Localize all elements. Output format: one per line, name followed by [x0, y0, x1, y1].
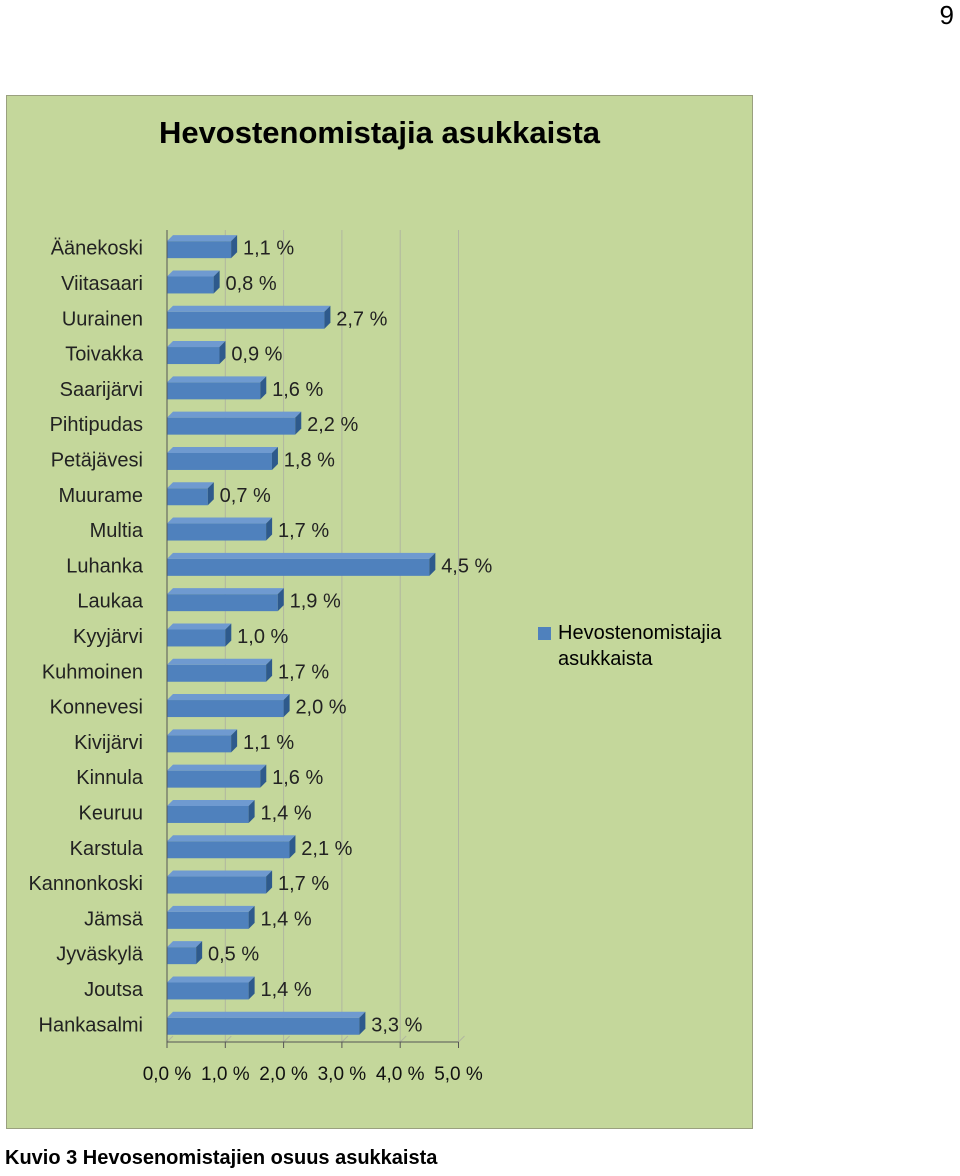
data-label: 0,5 % — [207, 943, 260, 966]
data-label: 2,0 % — [295, 696, 347, 719]
bar-front — [167, 982, 249, 999]
category-label: Viitasaari — [61, 272, 143, 295]
gridline-depth — [342, 1036, 348, 1042]
bar-top — [167, 729, 237, 735]
category-label: Petäjävesi — [50, 449, 143, 472]
category-label: Jämsä — [84, 908, 143, 931]
bar-top — [167, 1012, 365, 1018]
data-label: 1,7 % — [277, 661, 330, 684]
legend-swatch — [538, 627, 551, 640]
bar — [167, 588, 284, 611]
data-label: 1,4 % — [260, 802, 312, 825]
bar-top — [167, 588, 284, 594]
category-label: Äänekoski — [50, 237, 143, 260]
bar-front — [167, 1018, 359, 1035]
bar — [167, 376, 266, 399]
bar-front — [167, 771, 260, 788]
bar — [167, 306, 330, 329]
bar — [167, 235, 237, 258]
bar — [167, 341, 225, 364]
bar — [167, 765, 266, 788]
bar — [167, 447, 278, 470]
bar-front — [167, 488, 208, 505]
category-label: Jyväskylä — [56, 943, 143, 966]
x-tick-label: 3,0 % — [317, 1064, 367, 1085]
bar-top — [167, 835, 295, 841]
bar-top — [167, 447, 278, 453]
bar — [167, 270, 220, 293]
bar-front — [167, 241, 231, 258]
bar-front — [167, 453, 272, 470]
bar-top — [167, 341, 225, 347]
bar-front — [167, 629, 225, 646]
category-label: Kyyjärvi — [72, 625, 143, 648]
bar-front — [167, 735, 231, 752]
bar-top — [167, 941, 202, 947]
category-label: Toivakka — [65, 343, 143, 366]
gridline-depth — [284, 1036, 290, 1042]
bar — [167, 553, 435, 576]
data-label: 0,7 % — [219, 484, 271, 507]
x-tick-label: 4,0 % — [375, 1064, 425, 1085]
bar — [167, 976, 255, 999]
gridline-depth — [459, 1036, 465, 1042]
data-label: 1,6 % — [272, 767, 324, 790]
bar-front — [167, 382, 260, 399]
bar-front — [167, 912, 249, 929]
bar-front — [167, 347, 219, 364]
bar-front — [167, 559, 429, 576]
data-label: 4,5 % — [441, 555, 493, 578]
page-number: 9 — [939, 0, 954, 30]
bar-top — [167, 306, 330, 312]
data-label: 1,4 % — [260, 978, 312, 1001]
gridline-depth — [225, 1036, 231, 1042]
data-label: 0,9 % — [231, 343, 283, 366]
bar-top — [167, 376, 266, 382]
bar-front — [167, 665, 266, 682]
category-label: Konnevesi — [49, 696, 143, 719]
data-label: 1,0 % — [237, 625, 289, 648]
bar-front — [167, 700, 284, 717]
data-label: 2,1 % — [301, 837, 353, 860]
category-label: Karstula — [69, 837, 143, 860]
data-label: 2,2 % — [307, 414, 359, 437]
category-label: Hankasalmi — [38, 1014, 143, 1037]
data-label: 1,1 % — [242, 731, 295, 754]
bar-top — [167, 482, 214, 488]
figure-caption: Kuvio 3 Hevosenomistajien osuus asukkaista — [5, 1147, 438, 1169]
bar-front — [167, 312, 324, 329]
bar — [167, 941, 202, 964]
x-tick-label: 5,0 % — [434, 1064, 483, 1085]
bar — [167, 518, 272, 541]
bar — [167, 871, 272, 894]
x-tick-label: 0,0 % — [142, 1064, 192, 1085]
bar-front — [167, 806, 249, 823]
category-label: Pihtipudas — [49, 414, 143, 437]
bar — [167, 729, 237, 752]
bar — [167, 906, 255, 929]
category-label: Kannonkoski — [28, 873, 143, 896]
bar-top — [167, 270, 220, 276]
data-label: 1,7 % — [277, 520, 330, 543]
bar — [167, 694, 290, 717]
gridline-depth — [400, 1036, 406, 1042]
data-label: 1,9 % — [289, 590, 341, 613]
category-label: Luhanka — [66, 555, 143, 578]
chart-title: Hevostenomistajia asukkaista — [158, 115, 601, 150]
category-label: Laukaa — [77, 590, 143, 613]
bar-front — [167, 877, 266, 894]
bar-front — [167, 524, 266, 541]
category-label: Kivijärvi — [74, 731, 143, 754]
bar-top — [167, 659, 272, 665]
bar-top — [167, 553, 435, 559]
bar-top — [167, 694, 290, 700]
category-label: Kuhmoinen — [41, 661, 143, 684]
bar-front — [167, 418, 295, 435]
legend-label: Hevostenomistajia asukkaista — [558, 622, 722, 670]
data-label: 1,7 % — [277, 873, 330, 896]
bar-front — [167, 841, 289, 858]
bar — [167, 1012, 365, 1035]
category-label: Multia — [89, 520, 143, 543]
bar — [167, 835, 295, 858]
x-tick-label: 2,0 % — [259, 1064, 308, 1085]
data-label: 1,6 % — [272, 378, 324, 401]
bar-top — [167, 765, 266, 771]
data-label: 1,8 % — [283, 449, 335, 472]
category-label: Uurainen — [61, 308, 143, 331]
bar-top — [167, 518, 272, 524]
bar — [167, 412, 301, 435]
bar — [167, 659, 272, 682]
bar-top — [167, 623, 231, 629]
data-label: 1,4 % — [260, 908, 312, 931]
x-tick-label: 1,0 % — [201, 1064, 250, 1085]
bar — [167, 800, 255, 823]
bar-front — [167, 947, 196, 964]
bar-front — [167, 594, 278, 611]
bar-top — [167, 871, 272, 877]
category-label: Muurame — [58, 484, 143, 507]
bar-top — [167, 906, 255, 912]
data-label: 1,1 % — [242, 237, 295, 260]
bar — [167, 482, 214, 505]
category-label: Joutsa — [84, 978, 143, 1001]
gridline-depth — [167, 1036, 173, 1042]
category-label: Kinnula — [76, 767, 143, 790]
category-label: Saarijärvi — [59, 378, 143, 401]
data-label: 2,7 % — [336, 308, 388, 331]
bar-top — [167, 235, 237, 241]
data-label: 3,3 % — [371, 1014, 423, 1037]
bar-top — [167, 800, 255, 806]
data-label: 0,8 % — [225, 272, 277, 295]
bar-top — [167, 412, 301, 418]
bar-top — [167, 976, 255, 982]
bar-front — [167, 276, 214, 293]
bar — [167, 623, 231, 646]
category-label: Keuruu — [78, 802, 143, 825]
